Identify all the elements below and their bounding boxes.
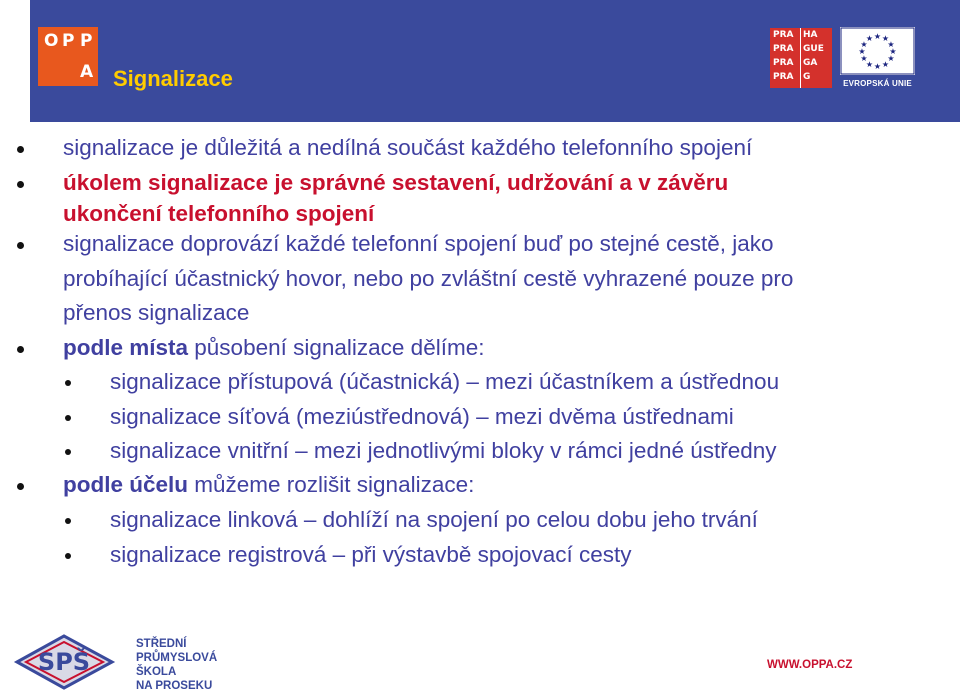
sub-list-item: signalizace linková – dohlíží na spojení po celou dobu jeho trvání	[110, 507, 758, 532]
praha-text: G	[803, 72, 811, 82]
school-name-line: STŘEDNÍ	[136, 638, 187, 650]
oppa-letter-p1: P	[62, 31, 75, 51]
school-name	[136, 637, 217, 693]
sub-list-item: signalizace vnitřní – mezi jednotlivými bloky v rámci jedné ústředny	[110, 438, 777, 463]
bullet-icon	[65, 415, 71, 421]
praha-text: PRA	[773, 30, 794, 40]
svg-text:★: ★	[860, 54, 868, 63]
sub-list-item: signalizace registrová – při výstavbě spojovací cesty	[110, 542, 632, 567]
svg-text:★: ★	[881, 60, 890, 69]
svg-text:★: ★	[887, 40, 895, 49]
svg-text:★: ★	[889, 47, 897, 56]
bullet-icon	[17, 146, 24, 153]
bullet-icon	[17, 242, 24, 249]
oppa-logo	[38, 27, 98, 86]
list-item-rest: můžeme rozlišit signalizace:	[188, 472, 475, 497]
eu-logo	[840, 27, 915, 88]
school-name-line: PRŮMYSLOVÁ	[136, 652, 218, 664]
oppa-letter-p2: P	[80, 31, 93, 51]
sub-list-item: signalizace přístupová (účastnická) – mezi účastníkem a ústřednou	[110, 369, 780, 394]
list-item: signalizace je důležitá a nedílná součást každého telefonního spojení	[63, 135, 753, 160]
list-item-bold: podle místa	[63, 335, 189, 360]
school-name-line: ŠKOLA	[136, 666, 177, 678]
sps-logo-icon	[12, 632, 117, 692]
svg-text:★: ★	[881, 34, 890, 43]
list-item: signalizace doprovází každé telefonní spojení buď po stejné cestě, jako	[63, 231, 774, 256]
oppa-letter-a: A	[80, 62, 94, 82]
list-item-rest: působení signalizace dělíme:	[188, 335, 485, 360]
praha-text: GA	[803, 58, 818, 68]
bullet-icon	[17, 483, 24, 490]
praha-text: PRA	[773, 58, 794, 68]
header	[0, 0, 960, 122]
school-name-line: NA PROSEKU	[136, 680, 213, 692]
sps-logo-text: SPŠ	[37, 648, 91, 676]
praha-text: HA	[803, 30, 818, 40]
svg-text:★: ★	[887, 54, 895, 63]
footer-url-link[interactable]: WWW.OPPA.CZ	[767, 659, 853, 671]
praha-text: PRA	[773, 72, 794, 82]
list-item: přenos signalizace	[63, 300, 250, 325]
list-item-emphasis: ukončení telefonního spojení	[63, 201, 375, 226]
list-item-bold: podle účelu	[63, 472, 189, 497]
svg-text:★: ★	[865, 34, 874, 43]
eu-flag-icon	[840, 27, 915, 75]
praha-text: PRA	[773, 44, 794, 54]
list-item: probíhající účastnický hovor, nebo po zvláštní cestě vyhrazené pouze pro	[63, 266, 794, 291]
praha-logo	[770, 28, 832, 88]
list-item	[63, 333, 484, 363]
list-item-emphasis: úkolem signalizace je správné sestavení, udržování a v závěru	[63, 170, 729, 195]
bullet-icon	[17, 181, 24, 188]
bullet-icon	[17, 346, 24, 353]
eu-label: EVROPSKÁ UNIE	[843, 79, 912, 88]
svg-text:★: ★	[860, 40, 868, 49]
svg-text:★: ★	[865, 60, 874, 69]
bullet-icon	[65, 380, 71, 386]
sub-list-item: signalizace síťová (meziústřednová) – mezi dvěma ústřednami	[110, 404, 734, 429]
svg-text:★: ★	[873, 32, 882, 41]
svg-text:★: ★	[873, 62, 882, 71]
bullet-icon	[65, 449, 71, 455]
bullet-icon	[65, 553, 71, 559]
bullet-icon	[65, 518, 71, 524]
page-title: Signalizace	[113, 66, 233, 91]
svg-text:★: ★	[858, 47, 866, 56]
praha-text: GUE	[803, 44, 824, 54]
oppa-letter-o: O	[44, 31, 59, 51]
list-item	[63, 470, 474, 500]
